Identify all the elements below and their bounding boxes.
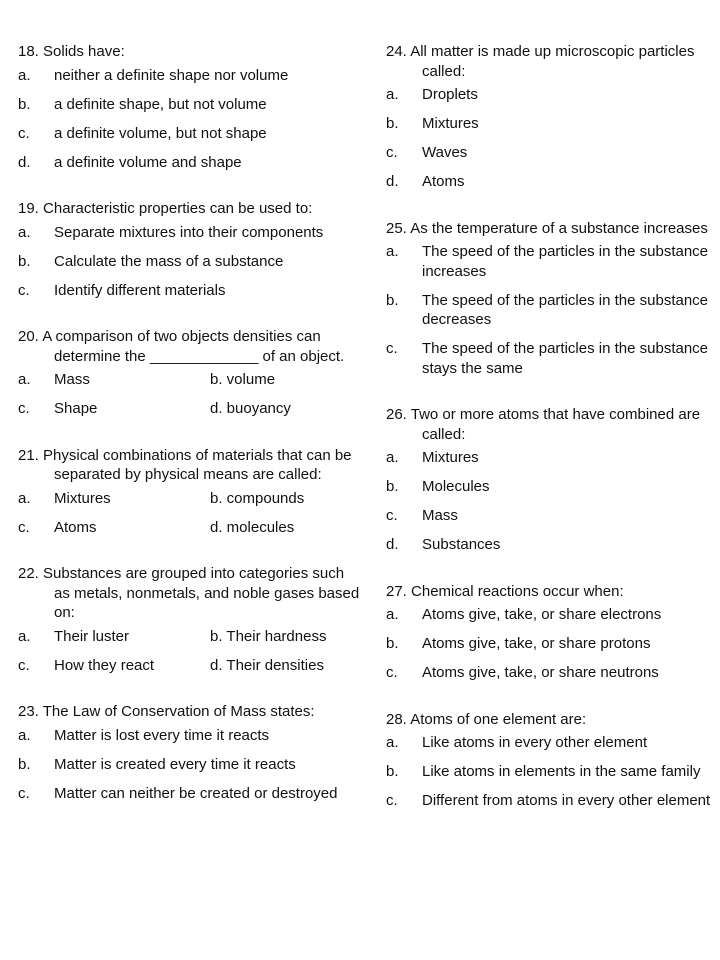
option-letter: d. [18, 153, 31, 171]
question-block [18, 42, 364, 172]
option-text: Atoms give, take, or share electrons [422, 606, 662, 623]
question-block [18, 446, 364, 538]
option-text: neither a definite shape nor volume [54, 66, 289, 84]
option-letter: a. [18, 627, 31, 645]
option-letter: c. [386, 792, 398, 809]
answer-option [386, 85, 720, 105]
option-letter: c. [18, 400, 30, 417]
option-letter: a. [18, 489, 31, 507]
answer-option-pair [18, 656, 364, 676]
answer-option [18, 95, 364, 115]
answer-option: b. compounds [210, 489, 305, 507]
option-text: Like atoms in elements in the same family [422, 763, 701, 780]
answer-option [386, 114, 720, 134]
left-column [18, 42, 364, 830]
option-text: Atoms give, take, or share protons [422, 635, 651, 652]
answer-option [18, 399, 210, 419]
answer-option: b. volume [210, 371, 276, 388]
answer-option [386, 605, 720, 625]
answer-option [386, 663, 720, 683]
answer-option [18, 66, 364, 86]
option-letter: b. [386, 763, 399, 780]
answer-option [18, 153, 364, 173]
option-text: Identify different materials [54, 281, 226, 299]
answer-option [18, 755, 364, 775]
option-letter: b. [386, 635, 399, 652]
option-letter: c. [386, 340, 398, 357]
option-text: The speed of the particles in the substance decreases [422, 291, 709, 328]
question-block [18, 702, 364, 803]
question-block [18, 327, 364, 419]
option-text: How they react [54, 656, 155, 674]
option-letter: a. [386, 734, 399, 751]
option-text: The speed of the particles in the substance stays the same [422, 340, 709, 377]
answer-option [18, 370, 210, 390]
question-block [386, 219, 720, 379]
answer-option [18, 281, 364, 301]
option-letter: c. [18, 281, 30, 299]
answer-option [386, 477, 720, 497]
answer-option [386, 242, 720, 281]
answer-option [386, 762, 720, 782]
option-letter: a. [386, 243, 399, 260]
question-stem: 21. Physical combinations of materials that can be separated by physical means are called: [18, 446, 352, 483]
answer-option [18, 784, 364, 804]
question-stem: 22. Substances are grouped into categories such as metals, nonmetals, and noble gases based on: [18, 565, 360, 621]
option-text: Atoms give, take, or share neutrons [422, 664, 659, 681]
answer-option [386, 733, 720, 753]
answer-option [18, 124, 364, 144]
answer-option [386, 143, 720, 163]
option-text: Mass [54, 371, 90, 388]
option-letter: c. [18, 656, 30, 674]
option-text: Substances [422, 536, 501, 553]
answer-option [386, 291, 720, 330]
question-block [386, 42, 720, 192]
answer-option: b. Their hardness [210, 627, 327, 645]
answer-option [386, 506, 720, 526]
answer-option [18, 489, 210, 509]
option-text: Shape [54, 400, 98, 417]
option-text: Mixtures [54, 489, 111, 507]
option-text: Atoms [54, 518, 97, 536]
question-block [386, 710, 720, 811]
answer-option [386, 634, 720, 654]
option-text: Separate mixtures into their components [54, 223, 324, 241]
question-block [386, 582, 720, 683]
answer-option [386, 448, 720, 468]
answer-option-pair [18, 627, 364, 647]
option-text: Droplets [422, 86, 478, 103]
option-text: Waves [422, 144, 468, 161]
option-text: Different from atoms in every other element [422, 792, 711, 809]
option-text: a definite volume, but not shape [54, 124, 267, 142]
option-letter: b. [386, 115, 399, 132]
right-column [386, 42, 720, 838]
answer-option [18, 656, 210, 676]
option-text: Matter is created every time it reacts [54, 755, 296, 773]
option-text: a definite shape, but not volume [54, 95, 267, 113]
option-letter: b. [386, 478, 399, 495]
answer-option-pair [18, 518, 364, 538]
option-text: The speed of the particles in the substance increases [422, 243, 709, 280]
answer-option [18, 726, 364, 746]
answer-option-pair [18, 399, 364, 419]
question-stem: 24. All matter is made up microscopic particles called: [386, 43, 695, 80]
option-letter: d. [386, 173, 399, 190]
option-text: Calculate the mass of a substance [54, 252, 284, 270]
option-letter: c. [18, 784, 30, 802]
option-text: Like atoms in every other element [422, 734, 648, 751]
option-letter: c. [386, 507, 398, 524]
question-block [18, 564, 364, 675]
option-letter: a. [18, 371, 31, 388]
question-block [18, 199, 364, 300]
option-text: Atoms [422, 173, 465, 190]
answer-option [18, 518, 210, 538]
question-stem: 26. Two or more atoms that have combined are called: [386, 406, 701, 443]
question-stem: 18. Solids have: [18, 43, 125, 60]
option-letter: c. [386, 664, 398, 681]
question-block [386, 405, 720, 555]
option-letter: b. [18, 252, 31, 270]
question-stem: 20. A comparison of two objects densities can determine the _____________ of an object. [18, 328, 345, 365]
question-stem: 28. Atoms of one element are: [386, 710, 587, 728]
answer-option: d. molecules [210, 518, 295, 536]
option-text: Mixtures [422, 115, 479, 132]
option-letter: c. [386, 144, 398, 161]
answer-option-pair [18, 489, 364, 509]
option-letter: a. [18, 66, 31, 84]
option-letter: a. [386, 606, 399, 623]
option-text: Their luster [54, 627, 130, 645]
answer-option [18, 223, 364, 243]
option-text: Molecules [422, 478, 490, 495]
option-text: Matter is lost every time it reacts [54, 726, 270, 744]
answer-option [386, 791, 720, 811]
option-letter: c. [18, 518, 30, 536]
question-stem: 23. The Law of Conservation of Mass states: [18, 703, 315, 720]
option-letter: a. [386, 449, 399, 466]
option-text: Mass [422, 507, 458, 524]
answer-option-pair [18, 370, 364, 390]
option-letter: a. [386, 86, 399, 103]
question-stem: 25. As the temperature of a substance increases [386, 219, 708, 237]
option-letter: d. [386, 536, 399, 553]
answer-option [18, 252, 364, 272]
option-letter: b. [386, 291, 399, 309]
option-letter: b. [18, 95, 31, 113]
answer-option: d. Their densities [210, 656, 324, 674]
answer-option [18, 627, 210, 647]
option-letter: a. [18, 726, 31, 744]
answer-option [386, 172, 720, 192]
answer-option: d. buoyancy [210, 400, 291, 417]
answer-option [386, 535, 720, 555]
option-letter: c. [18, 124, 30, 142]
option-letter: a. [18, 223, 31, 241]
question-stem: 19. Characteristic properties can be used to: [18, 200, 313, 217]
question-stem: 27. Chemical reactions occur when: [386, 582, 624, 600]
option-text: Mixtures [422, 449, 479, 466]
answer-option [386, 339, 720, 378]
option-text: Matter can neither be created or destroyed [54, 784, 338, 802]
option-text: a definite volume and shape [54, 153, 242, 171]
option-letter: b. [18, 755, 31, 773]
